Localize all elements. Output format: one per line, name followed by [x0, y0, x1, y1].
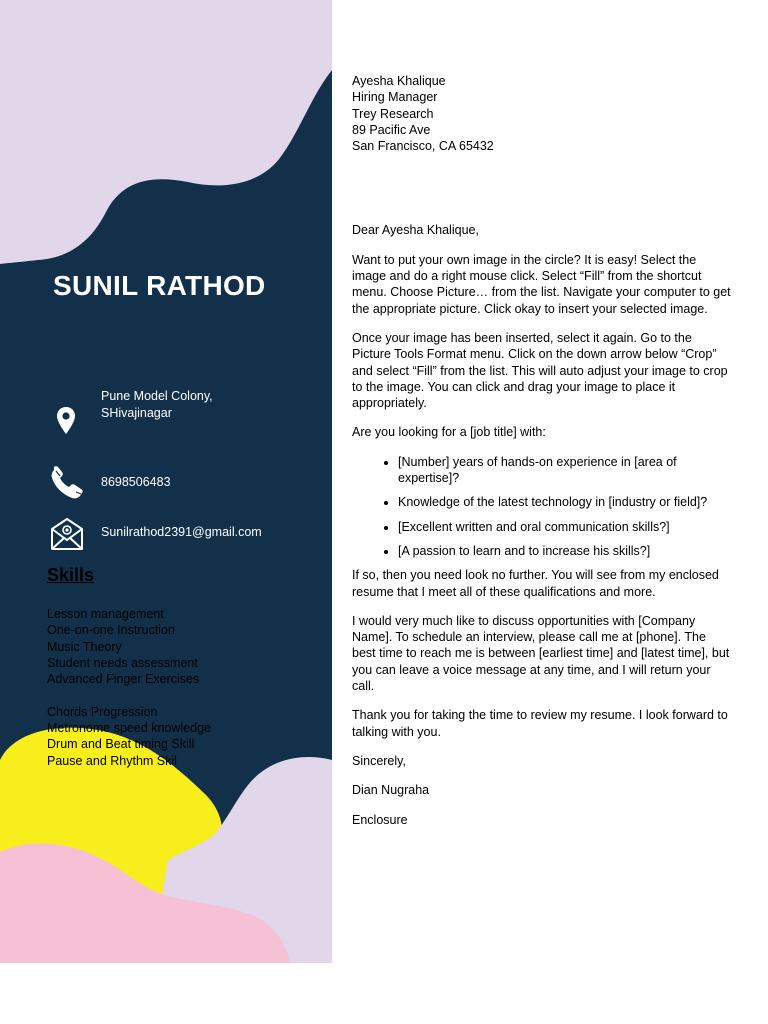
closing: Sincerely,: [352, 753, 406, 768]
skill-item: Pause and Rhythm Skil: [47, 753, 177, 768]
qualification-item: • [Number] years of hands-on experience in [area of expertise]?: [398, 454, 732, 487]
skill-item: Metronome speed knowledge: [47, 721, 211, 736]
recipient-address: [352, 73, 732, 154]
skill-item: Music Theory: [47, 639, 122, 654]
skill-item: One-on-one Instruction: [47, 623, 175, 638]
cover-letter: [352, 73, 732, 841]
sidebar: [0, 0, 332, 963]
salutation: Dear Ayesha Khalique,: [352, 223, 479, 238]
qualification-item: • Knowledge of the latest technology in [industry or field]?: [398, 494, 732, 510]
skill-item: Lesson management: [47, 607, 164, 621]
skills-list: [47, 606, 211, 769]
phone-icon: [48, 466, 86, 502]
body-paragraph: Thank you for taking the time to review my resume. I look forward to talking with you.: [352, 708, 728, 739]
qualification-item: • [Excellent written and oral communication skills?]: [398, 519, 732, 535]
skills-heading: Skills: [47, 565, 95, 585]
body-paragraph: Want to put your own image in the circle? It is easy! Select the image and do a right mouse click. Select “Fill” from the shortcut menu. Choose Picture… from the list. Navigate your computer to get the appropriate picture. Click okay to insert your selected image.: [352, 252, 731, 316]
skill-item: Drum and Beat timing Skill: [47, 737, 195, 752]
body-paragraph: Once your image has been inserted, select it again. Go to the Picture Tools Format menu. Click on the down arrow below “Crop” and select “Fill” from the list. This will auto adjust your image to crop to the image. You can click and drag your image to place it appropriately.: [352, 330, 728, 411]
qualification-item: • [A passion to learn and to increase his skills?]: [398, 543, 732, 559]
signature: Dian Nugraha: [352, 783, 430, 798]
recipient-city: San Francisco, CA 65432: [352, 139, 494, 154]
qualification-list: [352, 454, 732, 559]
candidate-name: SUNIL RATHOD: [53, 270, 266, 301]
location-pin-icon: [48, 404, 84, 438]
recipient-name: Ayesha Khalique: [352, 74, 446, 88]
skill-item: Chords Progression: [47, 704, 158, 719]
email-text: Sunilrathod2391@gmail.com: [101, 525, 262, 539]
phone-text: 8698506483: [101, 475, 171, 489]
email-icon: [48, 514, 86, 552]
body-paragraph: Are you looking for a [job title] with:: [352, 425, 546, 440]
skill-item: Student needs assessment: [47, 655, 198, 670]
body-paragraph: I would very much like to discuss opportunities with [Company Name]. To schedule an interview, please call me at [phone]. The best time to reach me is between [earliest time] and [latest time], but you can leave a voice message at any time, and I will return your call.: [352, 613, 730, 694]
recipient-title: Hiring Manager: [352, 90, 438, 105]
address-text: Pune Model Colony, SHivajinagar: [101, 389, 213, 420]
enclosure: Enclosure: [352, 812, 408, 827]
recipient-company: Trey Research: [352, 106, 434, 121]
body-paragraph: If so, then you need look no further. You will see from my enclosed resume that I meet all of these qualifications and more.: [352, 568, 719, 599]
skill-item: Advanced Finger Exercises: [47, 672, 200, 687]
recipient-street: 89 Pacific Ave: [352, 122, 431, 137]
